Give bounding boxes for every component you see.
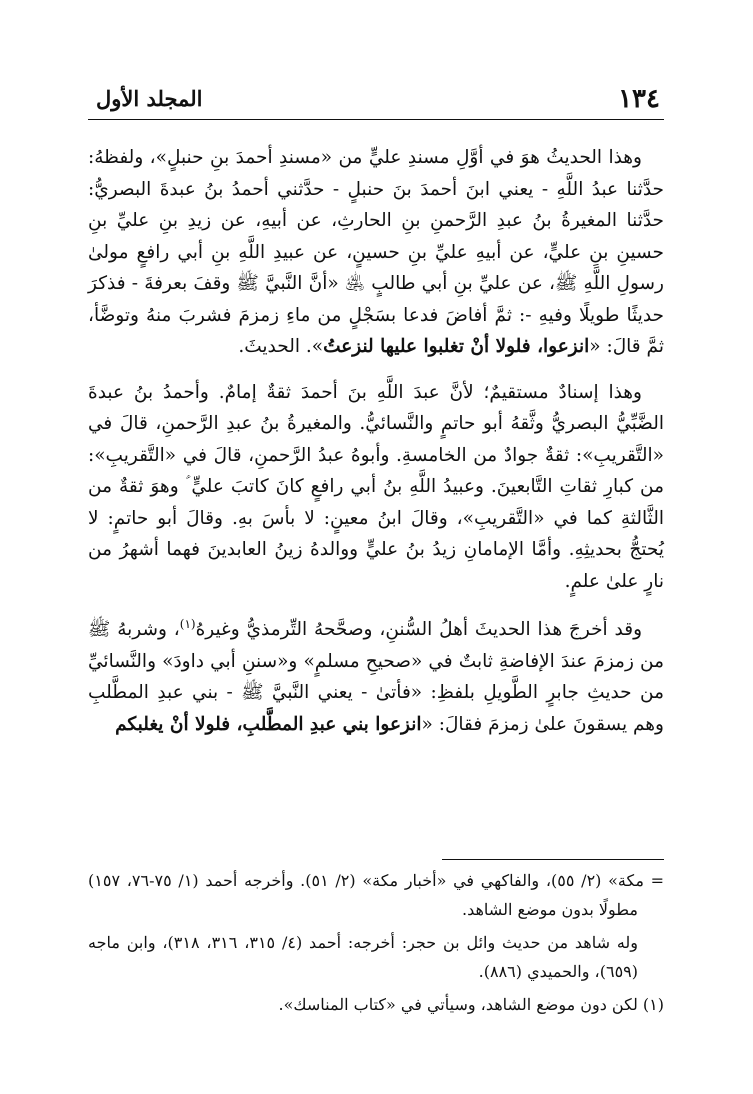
footnote-continuation: = مكة» (٢/ ٥٥)، والفاكهي في «أخبار مكة» (٢/ ٥١). وأخرجه أحمد (١/ ٧٥-٧٦، ١٥٧) مطولًا بدون موضع الشاهد. [88,871,665,919]
page-number: ١٣٤ [618,84,660,114]
page-header [88,82,664,118]
paragraph-1 [88,142,664,363]
paragraph-1-text: وهذا الحديثُ هوَ في أوَّلِ مسندِ عليٍّ من «مسندِ أحمدَ بنِ حنبلٍ»، ولفظهُ: حدَّثنا عبدُ اللَّهِ - يعني ابنَ أحمدَ بنَ حنبلٍ - حدَّثني أحمدُ بنُ عبدةَ البصريُّ: حدَّثنا المغيرةُ بنُ عبدِ الرَّحمنِ بنِ الحارثِ، عن أبيهِ، عن زيدِ بنِ عليِّ بنِ حسينِ بنِ عليٍّ، عن أبيهِ عليِّ بنِ حسينٍ، عن عبيدِ اللَّهِ بنِ أبي رافعٍ مولىٰ رسولِ اللَّهِ ﷺ، عن عليِّ بنِ أبي طالبٍ ﵁ «أنَّ النَّبيَّ ﷺ وقفَ بعرفةَ - فذكرَ حديثًا طويلًا وفيهِ -: ثمَّ أفاضَ فدعا بسَجْلٍ من ماءِ زمزمَ فشربَ منهُ وتوضَّأ، ثمَّ قالَ: « [88,147,664,357]
footnotes [88,866,664,1023]
paragraph-3-middle: ، وشربهُ ﷺ من زمزمَ عندَ الإفاضةِ ثابتٌ في «صحيحِ مسلمٍ» و«سننِ أبي داودَ» والنَّسائيِّ من حديثِ جابرٍ الطَّويلِ بلفظِ: «فأتىٰ - يعني النَّبيَّ ﷺ - بني عبدِ المطَّلبِ وهم يسقونَ علىٰ زمزمَ فقالَ: « [88,619,664,735]
hadith-quote-1: انزعوا، فلولا أنْ تغلبوا عليها لنزعتُ [323,336,590,357]
paragraph-3-text: وقد أخرجَ هذا الحديثَ أهلُ السُّننِ، وصحَّحهُ التِّرمذيُّ وغيرهُ [195,619,642,641]
paragraph-1-end: ». الحديثَ. [238,336,324,357]
footnote-separator [442,859,664,860]
running-title: المجلد الأول [96,86,203,111]
footnote-1: (١) لكن دون موضع الشاهد، وسيأتي في «كتاب المناسك». [278,995,664,1014]
footnote-witness: وله شاهد من حديث وائل بن حجر: أخرجه: أحمد (٤/ ٣١٥، ٣١٦، ٣١٨)، وابن ماجه (٦٥٩)، والحميدي (٨٨٦). [88,933,639,981]
paragraph-2: وهذا إسنادٌ مستقيمٌ؛ لأنَّ عبدَ اللَّهِ بنَ أحمدَ ثقةٌ إمامٌ. وأحمدُ بنُ عبدةَ الضَّبِّيُّ البصريُّ وثَّقهُ أبو حاتمٍ والنَّسائيُّ. والمغيرةُ بنُ عبدِ الرَّحمنِ، قالَ في «التَّقريبِ»: ثقةٌ جوادٌ من الخامسةِ. وأبوهُ عبدُ الرَّحمنِ، قالَ في «التَّقريبِ»: من كبارِ ثقاتِ التَّابعينَ. وعبيدُ اللَّهِ بنُ أبي رافعٍ كانَ كاتبَ عليٍّ ؑ وهوَ ثقةٌ من الثَّالثةِ كما في «التَّقريبِ»، وقالَ ابنُ معينٍ: لا بأسَ بهِ. وقالَ أبو حاتمٍ: لا يُحتجُّ بحديثِهِ. وأمَّا الإمامانِ زيدُ بنُ عليٍّ ووالدهُ زينُ العابدينَ فهما أشهرُ من نارٍ علىٰ علمٍ. [88,381,664,592]
hadith-quote-2: انزعوا بني عبدِ المطَّلبِ، فلولا أنْ يغلبكم [115,713,422,735]
header-rule [88,119,664,120]
paragraph-3 [88,609,664,740]
main-text [88,142,664,754]
footnote-marker-1[interactable]: (١) [179,617,196,631]
